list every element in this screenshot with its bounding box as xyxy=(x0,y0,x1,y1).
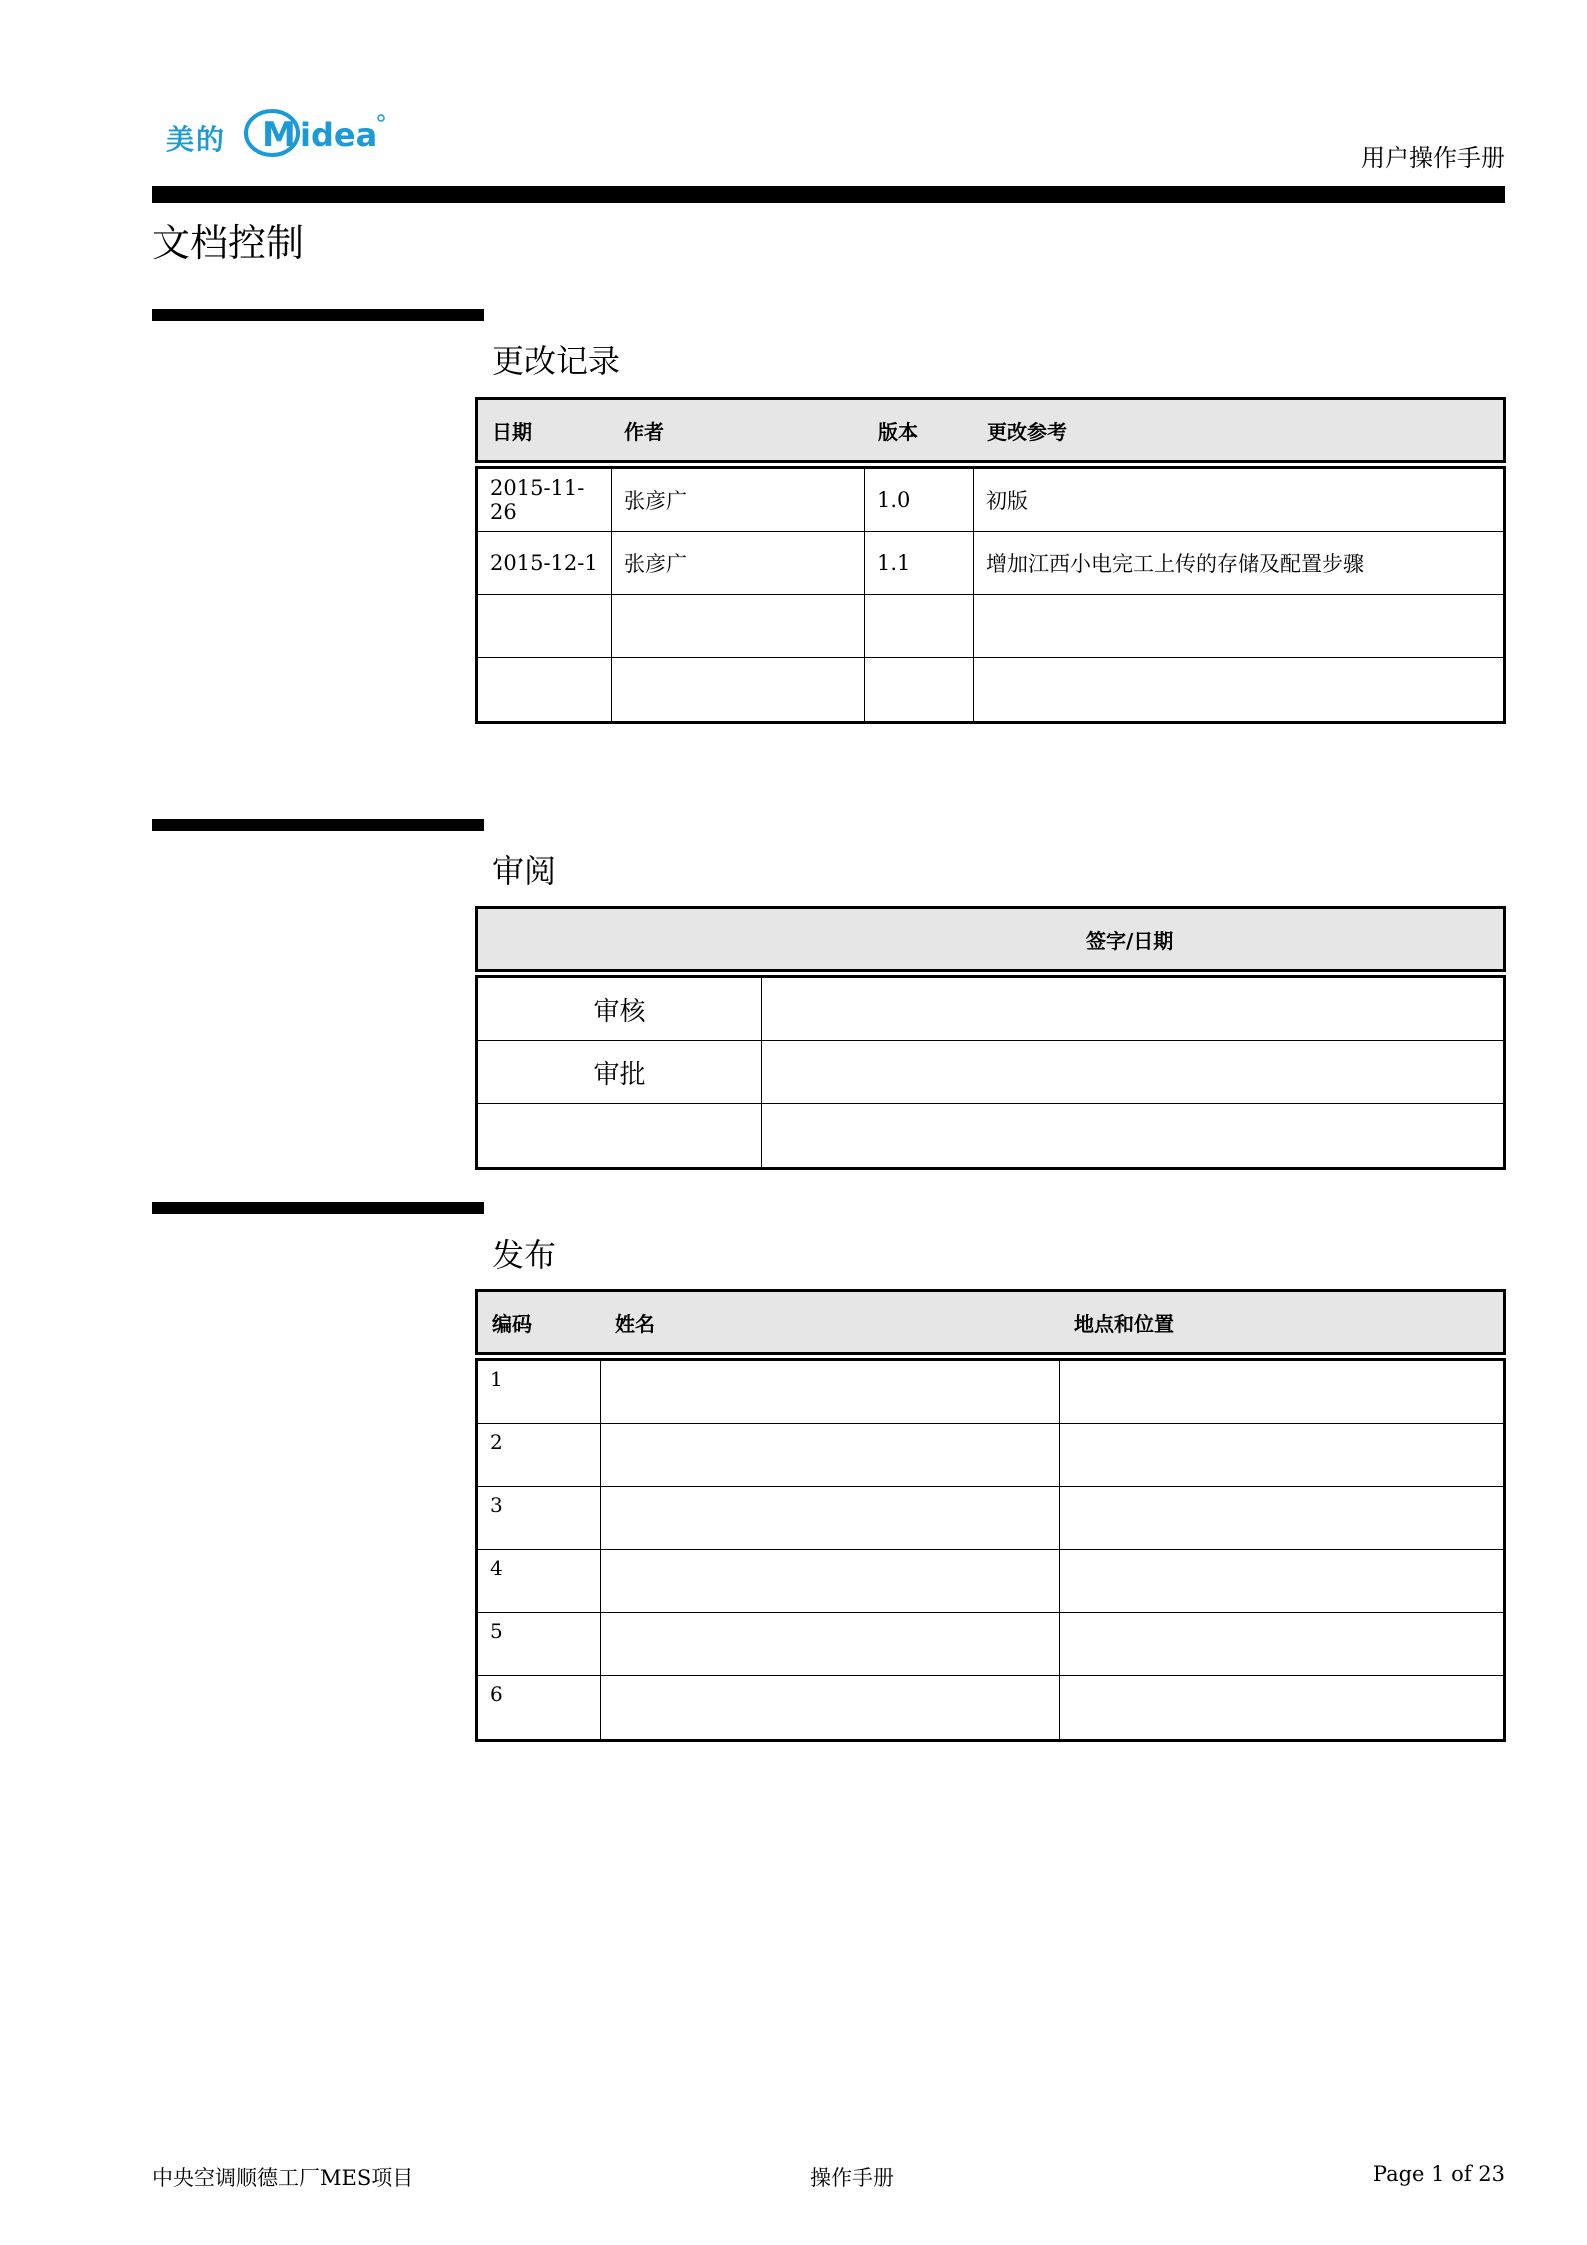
header-rule xyxy=(152,186,1505,203)
column-header-change-reference: 更改参考 xyxy=(987,419,1067,444)
table-cell xyxy=(1060,1676,1503,1739)
table-cell xyxy=(1060,1361,1503,1424)
table-cell xyxy=(601,1613,1060,1676)
column-header-location: 地点和位置 xyxy=(1074,1311,1174,1336)
review-title: 审阅 xyxy=(492,852,557,890)
table-cell: 初版 xyxy=(974,469,1503,532)
review-header xyxy=(475,906,1506,972)
table-cell xyxy=(612,658,865,721)
table-cell xyxy=(865,595,974,658)
table-cell: 2 xyxy=(478,1424,601,1487)
table-cell xyxy=(601,1676,1060,1739)
review-table xyxy=(475,975,1506,1170)
table-cell: 1 xyxy=(478,1361,601,1424)
signature-cell xyxy=(762,1041,1503,1104)
document-type-label: 用户操作手册 xyxy=(1361,144,1505,172)
section-rule-review xyxy=(152,819,484,831)
table-cell: 1.1 xyxy=(865,532,974,595)
footer-document-name: 操作手册 xyxy=(810,2166,894,2190)
column-header-author: 作者 xyxy=(624,419,664,444)
table-cell: 增加江西小电完工上传的存储及配置步骤 xyxy=(974,532,1503,595)
svg-text:M: M xyxy=(262,115,296,155)
table-cell xyxy=(1060,1487,1503,1550)
table-cell: 2015-12-1 xyxy=(478,532,612,595)
table-cell xyxy=(601,1361,1060,1424)
table-cell xyxy=(601,1487,1060,1550)
table-cell: 2015-11-26 xyxy=(478,469,612,532)
table-cell xyxy=(601,1550,1060,1613)
table-cell xyxy=(612,595,865,658)
distribution-header xyxy=(475,1289,1506,1355)
table-cell: 3 xyxy=(478,1487,601,1550)
signature-cell xyxy=(762,978,1503,1041)
table-cell xyxy=(601,1424,1060,1487)
table-cell: 张彦广 xyxy=(612,532,865,595)
table-cell xyxy=(1060,1613,1503,1676)
review-role-cell: 审核 xyxy=(478,978,762,1041)
review-role-cell xyxy=(478,1104,762,1167)
column-header-code: 编码 xyxy=(492,1311,532,1336)
midea-wordmark-icon xyxy=(238,102,438,158)
signature-cell xyxy=(762,1104,1503,1167)
section-rule-change-log xyxy=(152,309,484,321)
column-header-signature-date: 签字/日期 xyxy=(1086,928,1174,953)
distribution-title: 发布 xyxy=(492,1236,557,1274)
change-log-header xyxy=(475,397,1506,463)
midea-logo xyxy=(166,98,426,158)
column-header-date: 日期 xyxy=(492,419,532,444)
table-cell xyxy=(478,658,612,721)
change-log-title: 更改记录 xyxy=(492,342,621,380)
distribution-table xyxy=(475,1358,1506,1742)
table-cell xyxy=(865,658,974,721)
page-title: 文档控制 xyxy=(152,221,305,265)
table-cell: 1.0 xyxy=(865,469,974,532)
footer-page-number: Page 1 of 23 xyxy=(1372,2162,1505,2186)
review-role-cell: 审批 xyxy=(478,1041,762,1104)
table-cell xyxy=(1060,1550,1503,1613)
table-cell xyxy=(974,658,1503,721)
section-rule-distribution xyxy=(152,1202,484,1214)
svg-text:idea: idea xyxy=(300,116,378,154)
logo-chinese-text: 美的 xyxy=(166,123,227,156)
column-header-version: 版本 xyxy=(878,419,918,444)
table-cell: 4 xyxy=(478,1550,601,1613)
column-header-name: 姓名 xyxy=(615,1311,655,1336)
footer-project-name: 中央空调顺德工厂MES项目 xyxy=(152,2166,414,2190)
table-cell xyxy=(974,595,1503,658)
change-log-table xyxy=(475,466,1506,724)
table-cell: 6 xyxy=(478,1676,601,1739)
table-cell xyxy=(478,595,612,658)
table-cell: 5 xyxy=(478,1613,601,1676)
table-cell xyxy=(1060,1424,1503,1487)
table-cell: 张彦广 xyxy=(612,469,865,532)
